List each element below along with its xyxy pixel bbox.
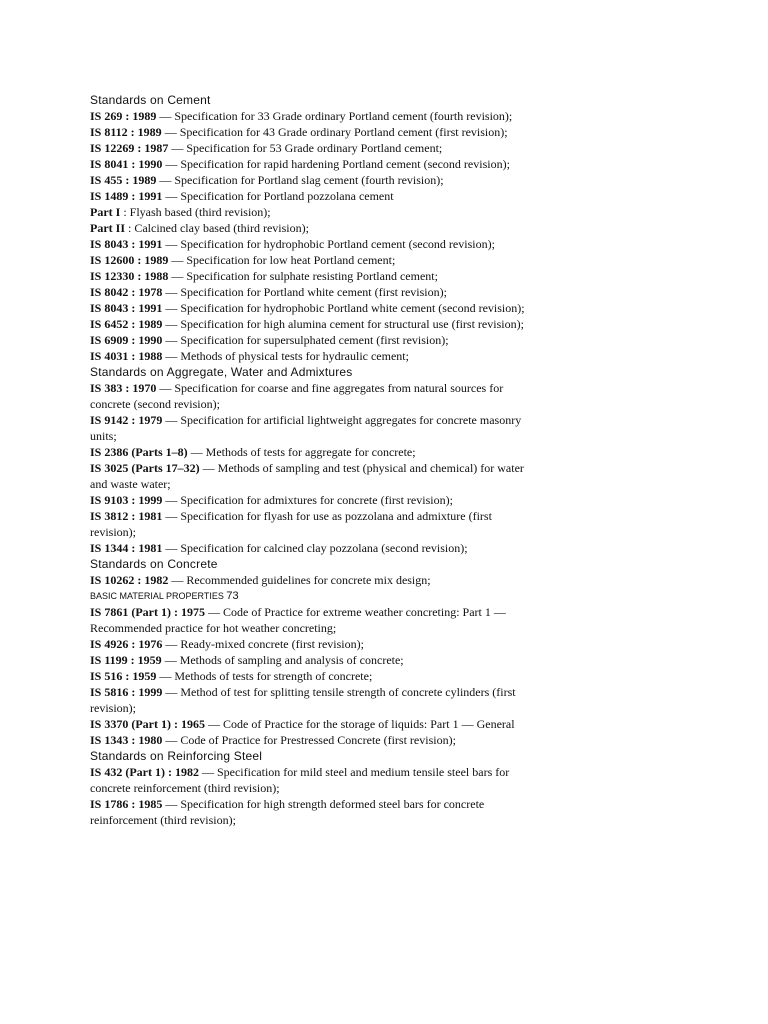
standard-entry [90,172,530,188]
standard-entry [90,636,530,652]
standard-code: IS 10262 : 1982 [90,573,169,587]
standard-description: — Method of test for splitting tensile strength of concrete cylinders (first revision); [90,685,516,715]
standard-entry [90,268,530,284]
standard-description: — Specification for flyash for use as pozzolana and admixture (first revision); [90,509,492,539]
standard-entry [90,572,530,588]
standard-entry [90,604,530,636]
standard-description: — Specification for high strength deformed steel bars for concrete reinforcement (third revision); [90,797,485,827]
standard-description: : Calcined clay based (third revision); [125,221,309,235]
standard-description: — Specification for coarse and fine aggregates from natural sources for concrete (second revision); [90,381,504,411]
section-cement [90,92,530,364]
section-heading: Standards on Concrete [90,557,218,571]
standard-entry [90,492,530,508]
standard-entry [90,460,530,492]
standard-code: IS 8043 : 1991 [90,301,163,315]
standard-description: — Specification for Portland slag cement (fourth revision); [156,173,444,187]
standard-code: IS 269 : 1989 [90,109,157,123]
standard-entry [90,684,530,716]
standard-description: — Specification for 33 Grade ordinary Portland cement (fourth revision); [156,109,513,123]
standard-code: IS 383 : 1970 [90,381,157,395]
standard-code: IS 4926 : 1976 [90,637,163,651]
standard-code: Part I [90,205,121,219]
standard-code: IS 3370 (Part 1) : 1965 [90,717,205,731]
standard-description: — Methods of tests for aggregate for concrete; [187,445,416,459]
standard-entry [90,156,530,172]
standard-entry [90,284,530,300]
standard-description: — Specification for Portland pozzolana cement [162,189,394,203]
standard-description: — Specification for calcined clay pozzolana (second revision); [162,541,468,555]
standard-entry [90,252,530,268]
standard-code: Part II [90,221,125,235]
running-header [90,588,530,604]
running-header-label: BASIC MATERIAL PROPERTIES [90,591,224,601]
section-heading: Standards on Cement [90,93,211,107]
standard-entry [90,140,530,156]
standard-description: — Specification for Portland white cement (first revision); [162,285,447,299]
standard-code: IS 12269 : 1987 [90,141,169,155]
standard-entry [90,508,530,540]
standard-entry [90,300,530,316]
standard-description: — Code of Practice for the storage of liquids: Part 1 — General [204,717,515,731]
standard-code: IS 12330 : 1988 [90,269,169,283]
standard-code: IS 12600 : 1989 [90,253,169,267]
standard-description: — Ready-mixed concrete (first revision); [162,637,364,651]
section-heading: Standards on Reinforcing Steel [90,749,263,763]
standard-description: — Specification for low heat Portland cement; [168,253,396,267]
standard-code: IS 5816 : 1999 [90,685,163,699]
standard-entry [90,220,530,236]
standard-entry [90,236,530,252]
standard-description: — Methods of tests for strength of concrete; [156,669,373,683]
standard-entry [90,108,530,124]
standard-code: IS 3812 : 1981 [90,509,163,523]
document-page [90,92,530,828]
standard-code: IS 1343 : 1980 [90,733,163,747]
standard-code: IS 7861 (Part 1) : 1975 [90,605,205,619]
standard-description: — Specification for high alumina cement for structural use (first revision); [162,317,524,331]
standard-entry [90,316,530,332]
section-reinforcing-steel [90,748,530,828]
standard-code: IS 6452 : 1989 [90,317,163,331]
standard-code: IS 9103 : 1999 [90,493,163,507]
standard-description: — Specification for rapid hardening Portland cement (second revision); [162,157,510,171]
standard-description: — Specification for mild steel and medium tensile steel bars for concrete reinforcement (third revision); [90,765,510,795]
standard-entry [90,732,530,748]
page-number: 73 [226,590,239,602]
standard-description: — Recommended guidelines for concrete mix design; [168,573,431,587]
standard-description: — Code of Practice for Prestressed Concrete (first revision); [162,733,456,747]
standard-code: IS 516 : 1959 [90,669,157,683]
standard-code: IS 1786 : 1985 [90,797,163,811]
standard-description: — Specification for sulphate resisting Portland cement; [168,269,438,283]
standard-description: — Specification for supersulphated cement (first revision); [162,333,449,347]
standard-entry [90,796,530,828]
standard-code: IS 1489 : 1991 [90,189,163,203]
section-heading: Standards on Aggregate, Water and Admixtures [90,365,353,379]
standard-entry [90,188,530,204]
standard-description: — Specification for artificial lightweight aggregates for concrete masonry units; [90,413,522,443]
standard-code: IS 3025 (Parts 17–32) [90,461,200,475]
section-aggregate-water-admixtures [90,364,530,556]
standard-entry [90,668,530,684]
standard-description: — Specification for hydrophobic Portland white cement (second revision); [162,301,525,315]
standard-code: IS 8112 : 1989 [90,125,162,139]
standard-code: IS 1344 : 1981 [90,541,163,555]
standard-description: — Specification for hydrophobic Portland cement (second revision); [162,237,495,251]
standard-description: : Flyash based (third revision); [120,205,271,219]
standard-description: — Methods of sampling and analysis of concrete; [161,653,404,667]
standard-entry [90,764,530,796]
standard-entry [90,652,530,668]
standard-code: IS 4031 : 1988 [90,349,163,363]
standard-code: IS 8043 : 1991 [90,237,163,251]
standard-code: IS 1199 : 1959 [90,653,162,667]
standard-entry [90,716,530,732]
standard-entry [90,444,530,460]
standard-entry [90,412,530,444]
standard-description: — Specification for 43 Grade ordinary Portland cement (first revision); [161,125,508,139]
standard-code: IS 432 (Part 1) : 1982 [90,765,199,779]
standard-entry [90,124,530,140]
standard-code: IS 8041 : 1990 [90,157,163,171]
standard-entry [90,204,530,220]
standard-entry [90,540,530,556]
standard-description: — Methods of physical tests for hydraulic cement; [162,349,409,363]
standard-description: — Specification for admixtures for concrete (first revision); [162,493,453,507]
standard-description: — Specification for 53 Grade ordinary Portland cement; [168,141,443,155]
standard-code: IS 9142 : 1979 [90,413,163,427]
standard-entry [90,380,530,412]
standard-code: IS 455 : 1989 [90,173,157,187]
standard-code: IS 8042 : 1978 [90,285,163,299]
standard-entry [90,332,530,348]
standard-code: IS 6909 : 1990 [90,333,163,347]
section-concrete [90,556,530,748]
standard-description: — Code of Practice for extreme weather concreting: Part 1 — Recommended practice for hot weather concreting; [90,605,506,635]
standard-description: — Methods of sampling and test (physical and chemical) for water and waste water; [90,461,524,491]
standard-code: IS 2386 (Parts 1–8) [90,445,188,459]
standard-entry [90,348,530,364]
